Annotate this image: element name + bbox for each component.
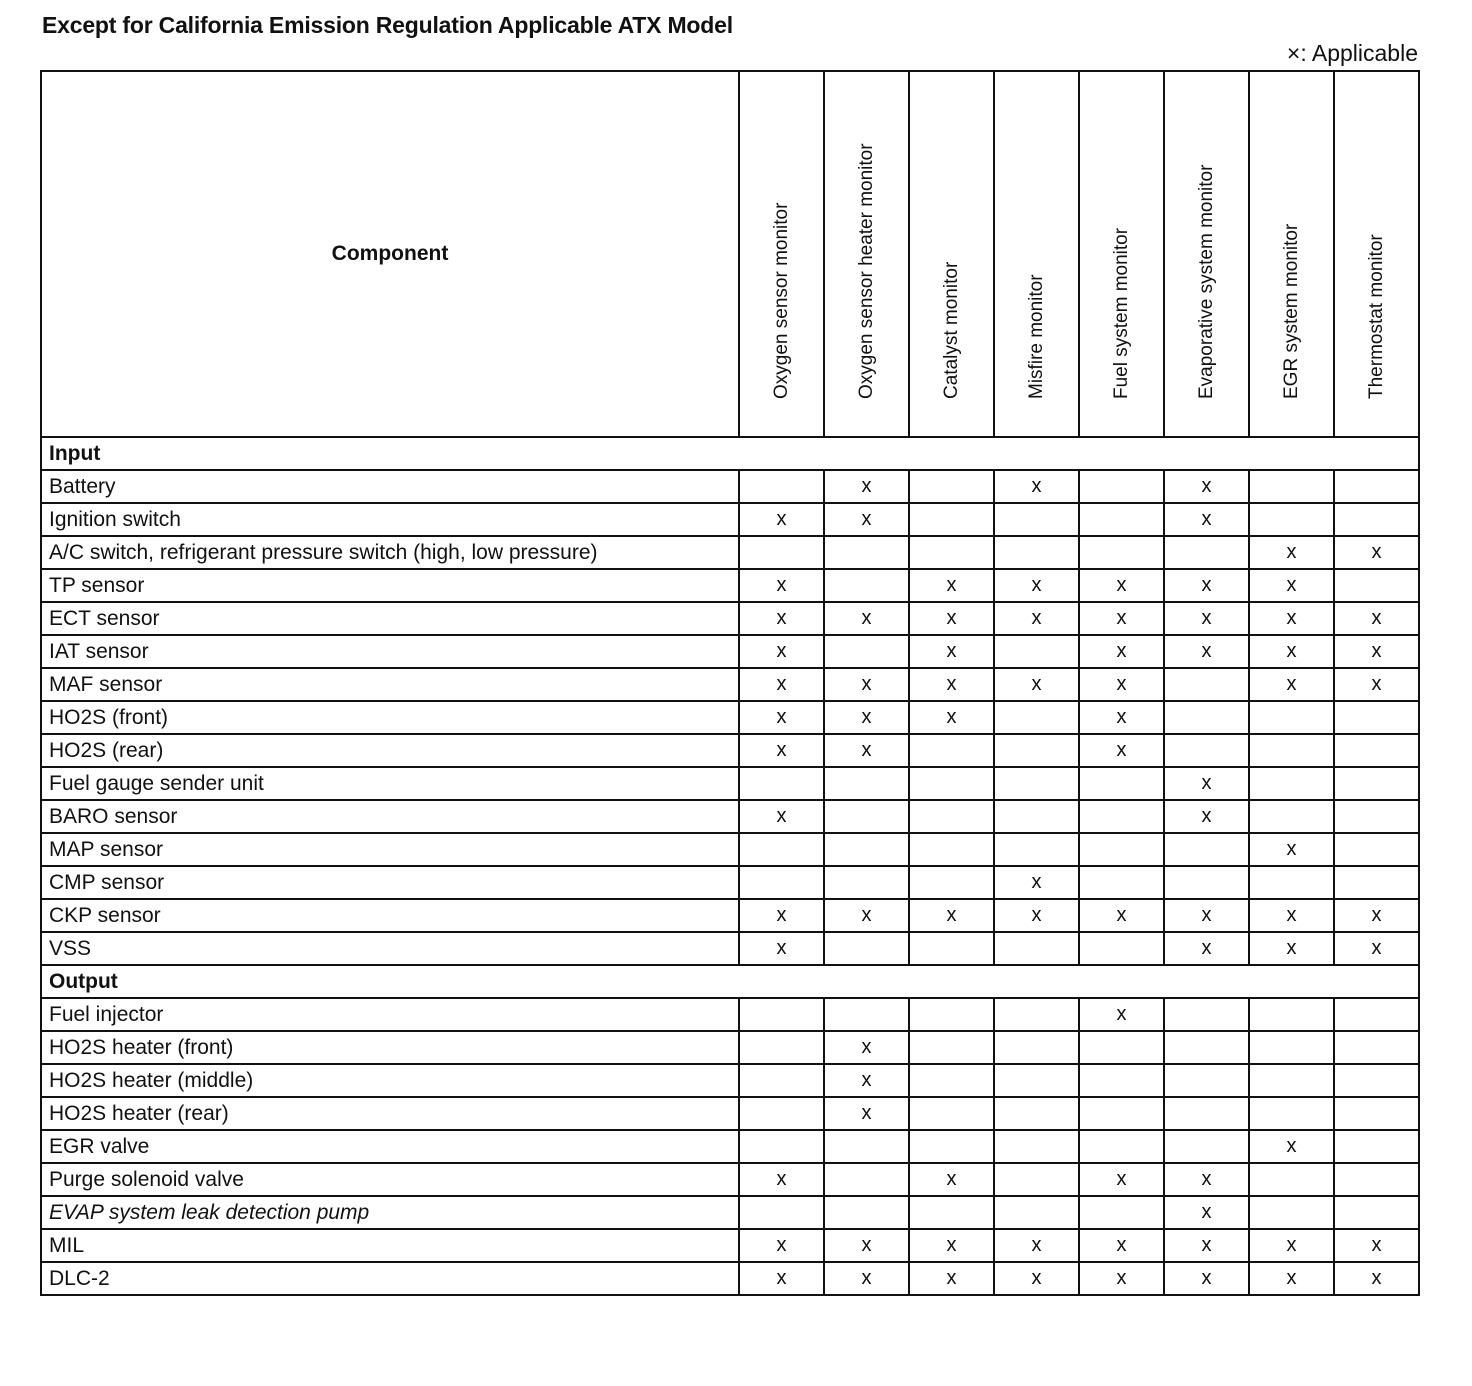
applicability-cell: x [824, 899, 909, 932]
applicability-cell: x [1249, 668, 1334, 701]
applicability-cell [1164, 866, 1249, 899]
component-label: Purge solenoid valve [41, 1163, 739, 1196]
applicability-cell [1249, 800, 1334, 833]
applicability-cell: x [1164, 932, 1249, 965]
applicability-cell: x [824, 1031, 909, 1064]
table-row [41, 1163, 1419, 1196]
applicability-cell [1334, 734, 1419, 767]
applicability-cell [1079, 800, 1164, 833]
applicability-cell: x [1249, 569, 1334, 602]
applicability-cell: x [739, 503, 824, 536]
applicability-cell [824, 1130, 909, 1163]
applicability-cell [909, 536, 994, 569]
applicability-cell [994, 1196, 1079, 1229]
applicability-cell: x [1164, 1229, 1249, 1262]
applicability-cell [739, 1031, 824, 1064]
applicability-cell [1079, 1196, 1164, 1229]
table-row [41, 899, 1419, 932]
applicability-cell: x [739, 1229, 824, 1262]
applicability-cell: x [739, 1262, 824, 1295]
applicability-cell: x [739, 932, 824, 965]
applicability-cell: x [824, 734, 909, 767]
applicability-cell [1079, 503, 1164, 536]
applicability-cell [1079, 1064, 1164, 1097]
applicability-cell: x [1079, 734, 1164, 767]
applicability-cell: x [1249, 932, 1334, 965]
applicability-cell [909, 1196, 994, 1229]
applicability-cell: x [739, 668, 824, 701]
table-row [41, 635, 1419, 668]
applicability-cell [909, 998, 994, 1031]
applicability-cell: x [1079, 998, 1164, 1031]
applicability-cell [994, 932, 1079, 965]
applicability-cell [1334, 701, 1419, 734]
applicability-cell [824, 767, 909, 800]
applicability-cell [909, 1097, 994, 1130]
applicability-cell [994, 800, 1079, 833]
applicability-cell: x [1334, 668, 1419, 701]
table-row [41, 734, 1419, 767]
applicability-cell: x [909, 701, 994, 734]
applicability-cell: x [739, 569, 824, 602]
applicability-cell: x [739, 1163, 824, 1196]
applicability-cell [1164, 1130, 1249, 1163]
table-row [41, 1031, 1419, 1064]
applicability-cell: x [1334, 536, 1419, 569]
applicability-cell [739, 536, 824, 569]
legend-applicable: ×: Applicable [1286, 40, 1418, 66]
applicability-cell [824, 833, 909, 866]
applicability-cell: x [739, 899, 824, 932]
applicability-cell: x [1079, 635, 1164, 668]
applicability-cell [1079, 1097, 1164, 1130]
applicability-cell [994, 833, 1079, 866]
applicability-cell: x [994, 602, 1079, 635]
table-row [41, 1196, 1419, 1229]
applicability-cell [1164, 1064, 1249, 1097]
table-row [41, 1262, 1419, 1295]
applicability-cell: x [1334, 899, 1419, 932]
applicability-cell [909, 470, 994, 503]
applicability-cell: x [1079, 701, 1164, 734]
applicability-cell [909, 1130, 994, 1163]
applicability-cell [994, 1031, 1079, 1064]
applicability-cell [739, 1097, 824, 1130]
component-label: Ignition switch [41, 503, 739, 536]
component-label: HO2S heater (middle) [41, 1064, 739, 1097]
applicability-cell: x [994, 899, 1079, 932]
table-row [41, 1064, 1419, 1097]
applicability-cell: x [824, 1229, 909, 1262]
applicability-cell [824, 1163, 909, 1196]
applicability-cell: x [1249, 899, 1334, 932]
applicability-cell: x [1334, 602, 1419, 635]
applicability-cell: x [909, 899, 994, 932]
applicability-cell: x [824, 701, 909, 734]
applicability-cell [1164, 536, 1249, 569]
applicability-cell: x [1164, 899, 1249, 932]
applicability-cell: x [1334, 1229, 1419, 1262]
applicability-cell [1079, 833, 1164, 866]
applicability-cell [1334, 1064, 1419, 1097]
applicability-cell: x [824, 503, 909, 536]
component-label: DLC-2 [41, 1262, 739, 1295]
component-label: Fuel gauge sender unit [41, 767, 739, 800]
applicability-cell: x [824, 1064, 909, 1097]
applicability-cell: x [994, 668, 1079, 701]
monitor-header-thermostat: Thermostat monitor [1334, 71, 1419, 437]
applicability-cell: x [909, 1229, 994, 1262]
component-label: CKP sensor [41, 899, 739, 932]
applicability-cell [1334, 767, 1419, 800]
applicability-cell: x [1334, 635, 1419, 668]
table-row [41, 503, 1419, 536]
applicability-cell [1249, 767, 1334, 800]
applicability-cell [1249, 734, 1334, 767]
applicability-cell [1334, 569, 1419, 602]
applicability-cell: x [1079, 602, 1164, 635]
applicability-cell: x [1079, 668, 1164, 701]
table-row [41, 932, 1419, 965]
table-row [41, 998, 1419, 1031]
component-label: Battery [41, 470, 739, 503]
component-label: MIL [41, 1229, 739, 1262]
applicability-cell [994, 1163, 1079, 1196]
applicability-cell [994, 701, 1079, 734]
applicability-cell [994, 635, 1079, 668]
applicability-cell [1334, 1130, 1419, 1163]
applicability-cell [1249, 503, 1334, 536]
applicability-cell [824, 866, 909, 899]
section-row [41, 437, 1419, 470]
applicability-cell [1079, 536, 1164, 569]
applicability-cell: x [739, 602, 824, 635]
applicability-cell [909, 833, 994, 866]
applicability-cell [994, 1130, 1079, 1163]
applicability-cell [1164, 833, 1249, 866]
applicability-cell [1164, 998, 1249, 1031]
applicability-cell [739, 1064, 824, 1097]
applicability-cell [739, 1130, 824, 1163]
applicability-cell: x [1079, 1163, 1164, 1196]
applicability-cell: x [994, 1229, 1079, 1262]
applicability-cell: x [739, 800, 824, 833]
applicability-cell [1334, 1097, 1419, 1130]
component-label: MAP sensor [41, 833, 739, 866]
applicability-cell [909, 1064, 994, 1097]
monitor-header-evaporative-system: Evaporative system monitor [1164, 71, 1249, 437]
component-label: BARO sensor [41, 800, 739, 833]
applicability-table [40, 70, 1420, 1296]
component-label: Fuel injector [41, 998, 739, 1031]
applicability-cell: x [1249, 602, 1334, 635]
applicability-cell: x [1249, 1130, 1334, 1163]
applicability-cell: x [1249, 1229, 1334, 1262]
table-row [41, 1229, 1419, 1262]
applicability-cell [1079, 1031, 1164, 1064]
component-label: CMP sensor [41, 866, 739, 899]
applicability-cell [824, 932, 909, 965]
component-header: Component [41, 71, 739, 437]
applicability-cell [909, 1031, 994, 1064]
applicability-cell [909, 932, 994, 965]
applicability-cell: x [1249, 536, 1334, 569]
applicability-cell [1249, 1097, 1334, 1130]
applicability-cell: x [1079, 899, 1164, 932]
applicability-cell [1164, 668, 1249, 701]
applicability-cell: x [909, 668, 994, 701]
applicability-cell [909, 734, 994, 767]
table-row [41, 833, 1419, 866]
component-label: TP sensor [41, 569, 739, 602]
table-row [41, 866, 1419, 899]
applicability-cell: x [994, 569, 1079, 602]
applicability-cell [1079, 470, 1164, 503]
table-row [41, 701, 1419, 734]
applicability-cell [824, 536, 909, 569]
applicability-cell: x [1164, 1196, 1249, 1229]
applicability-cell: x [1249, 1262, 1334, 1295]
component-label: VSS [41, 932, 739, 965]
applicability-cell: x [909, 635, 994, 668]
table-row [41, 1097, 1419, 1130]
applicability-cell: x [1079, 1229, 1164, 1262]
applicability-cell: x [1164, 1262, 1249, 1295]
applicability-cell: x [1164, 800, 1249, 833]
applicability-cell [1334, 1196, 1419, 1229]
applicability-cell [739, 767, 824, 800]
applicability-cell [1249, 866, 1334, 899]
applicability-cell [1334, 800, 1419, 833]
component-label: EGR valve [41, 1130, 739, 1163]
applicability-cell: x [909, 1262, 994, 1295]
component-label: A/C switch, refrigerant pressure switch (high, low pressure) [41, 536, 739, 569]
monitor-header-oxygen-sensor-heater: Oxygen sensor heater monitor [824, 71, 909, 437]
applicability-cell [994, 734, 1079, 767]
applicability-cell [1164, 734, 1249, 767]
component-label: HO2S heater (rear) [41, 1097, 739, 1130]
applicability-cell [1334, 470, 1419, 503]
component-label: MAF sensor [41, 668, 739, 701]
component-label: HO2S (rear) [41, 734, 739, 767]
applicability-cell: x [739, 734, 824, 767]
component-label: HO2S (front) [41, 701, 739, 734]
applicability-cell [1164, 1031, 1249, 1064]
component-label: IAT sensor [41, 635, 739, 668]
section-row [41, 965, 1419, 998]
applicability-cell [739, 1196, 824, 1229]
header-row [41, 71, 1419, 437]
applicability-cell [1079, 767, 1164, 800]
applicability-cell: x [824, 470, 909, 503]
table-row [41, 470, 1419, 503]
applicability-cell [824, 635, 909, 668]
monitor-header-oxygen-sensor: Oxygen sensor monitor [739, 71, 824, 437]
table-row [41, 668, 1419, 701]
applicability-cell [1249, 1196, 1334, 1229]
applicability-cell [1334, 866, 1419, 899]
applicability-cell: x [824, 668, 909, 701]
applicability-cell: x [1079, 1262, 1164, 1295]
applicability-cell: x [1249, 635, 1334, 668]
monitor-header-egr-system: EGR system monitor [1249, 71, 1334, 437]
applicability-cell [1079, 1130, 1164, 1163]
applicability-cell [1249, 998, 1334, 1031]
section-label: Input [41, 437, 1419, 470]
applicability-cell [739, 998, 824, 1031]
table-row [41, 767, 1419, 800]
applicability-cell [739, 833, 824, 866]
table-row [41, 800, 1419, 833]
applicability-cell: x [739, 635, 824, 668]
applicability-cell [1164, 701, 1249, 734]
applicability-cell: x [909, 1163, 994, 1196]
applicability-cell: x [824, 1262, 909, 1295]
applicability-cell: x [994, 866, 1079, 899]
component-label: HO2S heater (front) [41, 1031, 739, 1064]
applicability-cell: x [1164, 1163, 1249, 1196]
applicability-cell: x [1164, 503, 1249, 536]
applicability-cell [1249, 701, 1334, 734]
applicability-cell [1334, 1163, 1419, 1196]
applicability-cell [994, 998, 1079, 1031]
table-row [41, 569, 1419, 602]
applicability-cell: x [994, 470, 1079, 503]
applicability-cell [1249, 1031, 1334, 1064]
applicability-cell [1079, 866, 1164, 899]
monitor-header-misfire: Misfire monitor [994, 71, 1079, 437]
monitor-header-fuel-system: Fuel system monitor [1079, 71, 1164, 437]
applicability-cell [1249, 470, 1334, 503]
applicability-cell: x [824, 602, 909, 635]
applicability-cell: x [1164, 569, 1249, 602]
applicability-cell: x [1164, 470, 1249, 503]
component-label: ECT sensor [41, 602, 739, 635]
applicability-cell [994, 1064, 1079, 1097]
applicability-cell [994, 503, 1079, 536]
applicability-cell [1249, 1064, 1334, 1097]
applicability-cell [1164, 1097, 1249, 1130]
table-row [41, 602, 1419, 635]
applicability-cell: x [1334, 1262, 1419, 1295]
applicability-cell [1334, 1031, 1419, 1064]
applicability-cell: x [1079, 569, 1164, 602]
applicability-cell [909, 503, 994, 536]
applicability-cell [824, 569, 909, 602]
applicability-cell [1334, 833, 1419, 866]
applicability-cell [994, 1097, 1079, 1130]
applicability-cell: x [1249, 833, 1334, 866]
applicability-cell: x [994, 1262, 1079, 1295]
applicability-cell [1249, 1163, 1334, 1196]
applicability-cell: x [909, 602, 994, 635]
monitor-header-catalyst: Catalyst monitor [909, 71, 994, 437]
applicability-cell [824, 998, 909, 1031]
applicability-cell [1334, 503, 1419, 536]
table-body [41, 437, 1419, 1295]
page-title: Except for California Emission Regulation Applicable ATX Model [42, 12, 733, 38]
applicability-cell: x [1164, 602, 1249, 635]
applicability-cell [909, 800, 994, 833]
applicability-cell [1079, 932, 1164, 965]
applicability-cell [909, 866, 994, 899]
applicability-cell: x [824, 1097, 909, 1130]
applicability-cell: x [1164, 635, 1249, 668]
applicability-cell [994, 536, 1079, 569]
component-label: EVAP system leak detection pump [41, 1196, 739, 1229]
applicability-cell: x [739, 701, 824, 734]
applicability-cell [824, 800, 909, 833]
table-row [41, 536, 1419, 569]
applicability-cell [739, 470, 824, 503]
applicability-cell: x [1334, 932, 1419, 965]
applicability-cell [1334, 998, 1419, 1031]
applicability-cell: x [1164, 767, 1249, 800]
applicability-cell [824, 1196, 909, 1229]
applicability-cell [994, 767, 1079, 800]
applicability-cell [909, 767, 994, 800]
applicability-cell [739, 866, 824, 899]
table-row [41, 1130, 1419, 1163]
section-label: Output [41, 965, 1419, 998]
applicability-cell: x [909, 569, 994, 602]
